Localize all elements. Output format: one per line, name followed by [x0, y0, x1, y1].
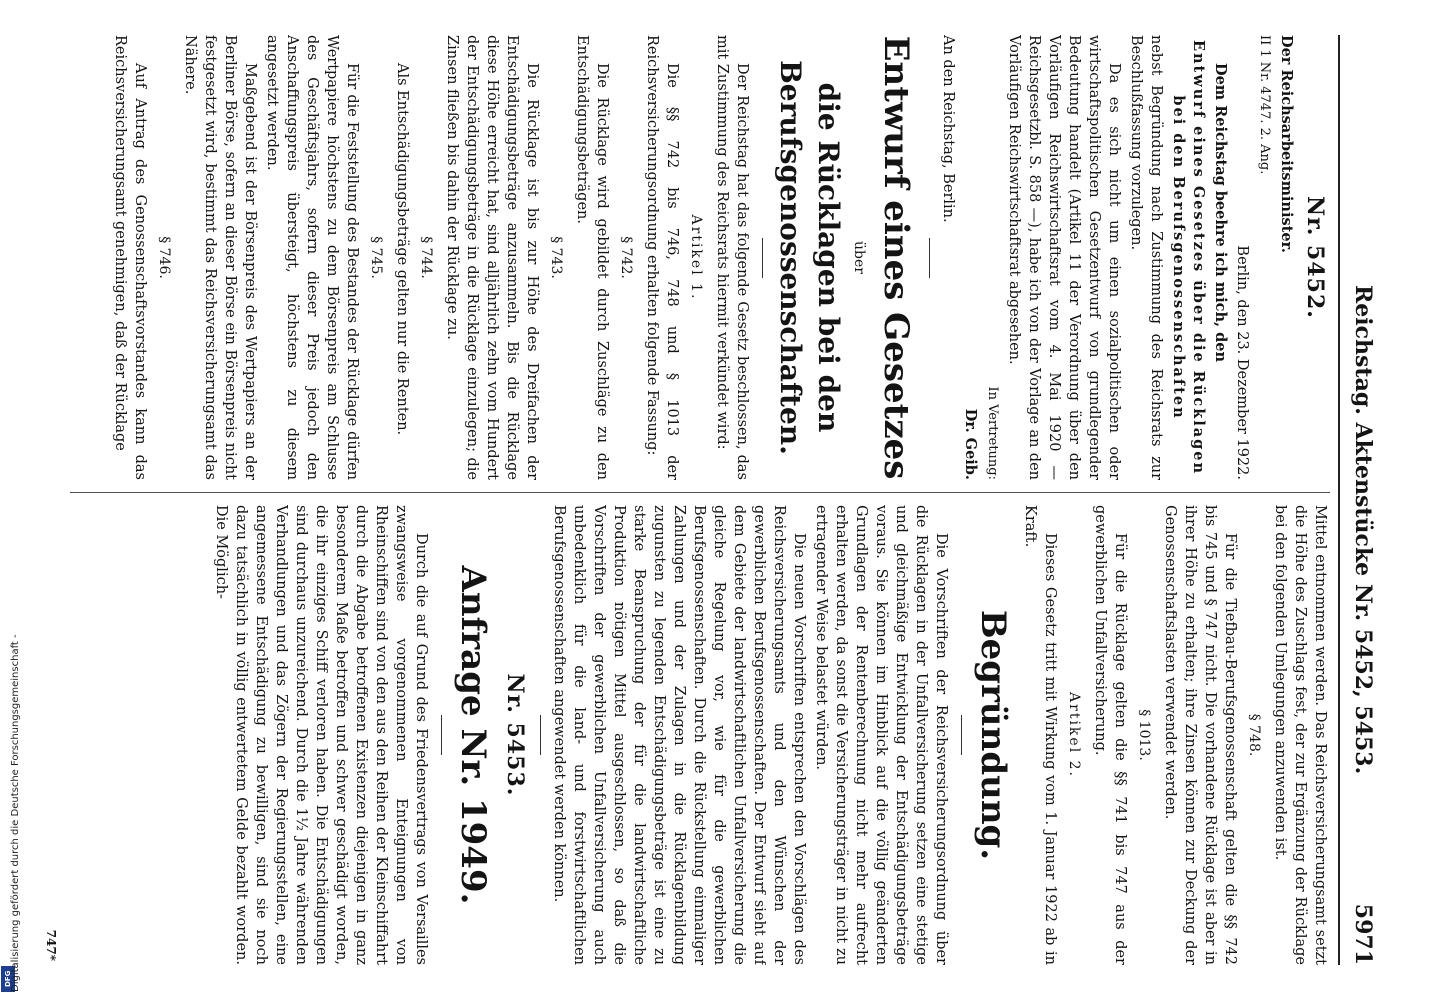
article-1-heading: Artikel 1. — [688, 214, 704, 301]
section-744-heading: § 744. — [418, 236, 434, 279]
page-header — [1338, 35, 1380, 965]
section-743-heading: § 743. — [548, 236, 564, 279]
reference-number: II 1 Nr. 4747. 2. Ang. — [1257, 35, 1272, 175]
place-date: Berlin, den 23. Dezember 1922. — [1234, 245, 1250, 480]
sheet-signature: 747* — [44, 929, 58, 961]
justification-paragraph-2: Die neuen Vorschriften entsprechen den Vorschlägen des Reichsversicherungsamts und den Wünschen der gewerblichen Berufsgenossenschaften. Der Entwurf sieht auf dem Gebiete der landwirtschaftlichen Unfallversicherung die gleiche Regelung vor, wie für die gewerblichen Berufsgenossenschaften. Durch die Rückstellung einmaliger Zahlungen und der Zulagen in die Rücklagenbildung zugunsten zu legenden Entschädigungsbeträge ist eine zu starke Beanspruchung der für die landwirtschaftliche Produktion nötigen Mittel ausgeschlossen, so daß die Vorschriften der gewerblichen Unfallversicherung auch unbedenklich für die land- und forstwirtschaftlichen Berufsgenossenschaften angewendet werden können. — [551, 505, 807, 965]
section-742-text: Die Rücklage wird gebildet durch Zuschläge zu den Entschädigungsbeträgen. — [574, 35, 610, 480]
separator-line — [441, 715, 442, 755]
justification-title: Begründung. — [973, 609, 1013, 861]
digitization-sidebar — [0, 0, 20, 1000]
after-title-text: nebst Begründung nach Zustimmung des Reichsrats zur Beschlußfassung vorzulegen. — [1128, 35, 1164, 480]
continued-text: Mittel entnommen werden. Das Reichsversicherungsamt setzt die Höhe des Zuschlags fest, der zur Ergänzung der Rücklage bei den folgenden Umlegungen anzuwenden ist. — [1272, 505, 1328, 965]
section-745-text-2: Maßgebend ist der Börsenpreis des Wertpapiers an der Berliner Börse, sofern an dieser Börse ein Börsenpreis nicht festgesetzt wird, bestimmt das Reichsversicherungsamt das Nähere. — [182, 35, 258, 480]
section-744-text: Als Entschädigungsbeträge gelten nur die Renten. — [394, 63, 410, 436]
page-number: 5971 — [1350, 903, 1376, 965]
section-746-heading: § 746. — [156, 236, 172, 279]
digitization-note: Digitalisierung gefördert durch die Deutsche Forschungsgemeinschaft - — [10, 634, 21, 992]
column-divider — [70, 492, 1330, 493]
header-title: Reichstag. Aktenstücke Nr. 5452, 5453. — [1350, 285, 1376, 775]
separator-line — [540, 715, 541, 755]
left-column — [60, 35, 1330, 480]
section-1013-text: Für die Rücklage gelten die §§ 741 bis 747 aus der gewerblichen Unfallversicherung. — [1092, 505, 1128, 965]
draft-title-ueber: über — [851, 241, 867, 274]
right-column — [60, 505, 1330, 965]
inquiry-text: Durch die auf Grund des Friedensvertrags von Versailles zwangsweise vorgenommenen Enteignungen von Rheinschiffen sind von den aus den Reihen der Kleinschiffahrt durch die Abgabe betroffenen Existenzen diejenigen in ganz besonderem Maße betroffen und schwer geschädigt worden, die ihr einziges Schiff verloren haben. Die Entschädigungen sind durchaus unzureichend. Durch die 1½ Jahre währenden Verhandlungen und das Zögern der Regierungsstellen, eine angemessene Entschädigung zu bewilligen, sind sie noch dazu tatsächlich in völlig entwertetem Gelde bezahlt worden. Die Möglich- — [213, 505, 429, 965]
article-2-text: Dieses Gesetz tritt mit Wirkung vom 1. Januar 1922 ab in Kraft. — [1022, 505, 1058, 965]
article-2-heading: Artikel 2. — [1066, 692, 1082, 778]
section-742-heading: § 742. — [618, 236, 634, 279]
inquiry-title: Anfrage Nr. 1949. — [453, 565, 493, 905]
separator-line — [929, 238, 930, 278]
intro-line: Dem Reichstag beehre ich mich, den — [1212, 63, 1229, 362]
section-745-heading: § 745. — [368, 236, 384, 279]
section-748-text: Für die Tiefbau-Berufsgenossenschaft gelten die §§ 742 bis 745 und § 747 nicht. Die vorhandene Rücklage ist aber in ihrer Höhe zu erhalten; ihre Zinsen können zur Deckung der Genossenschaftslasten verwendet werden. — [1162, 505, 1238, 965]
law-title: Entwurf eines Gesetzes über die Rücklagen bei den Berufsgenossenschaften — [1170, 39, 1207, 476]
addressee: An den Reichstag, Berlin. — [940, 35, 956, 223]
separator-line — [961, 715, 962, 755]
draft-subtitle: die Rücklagen bei den Berufsgenossenschaften. — [774, 60, 845, 455]
letter-body: Da es sich nicht um einen sozialpolitischen oder wirtschaftspolitischen Gesetzentwurf von grundlegender Bedeutung handelt (Artikel 11 der Verordnung über den Vorläufigen Reichswirtschaftsrat vom 4. Mai 1920 — Reichsgesetzbl. S. 858 —), habe ich von der Vorlage an den Vorläufigen Reichswirtschaftsrat abgesehen. — [1006, 35, 1122, 480]
representation-note: In Vertretung: — [985, 386, 1000, 480]
enactment-clause: Der Reichstag hat das folgende Gesetz beschlossen, das mit Zustimmung des Reichsrats hiermit verkündet wird: — [714, 35, 750, 480]
section-746-text: Auf Antrag des Genossenschaftsvorstandes kann das Reichsversicherungsamt genehmigen, daß der Rücklage — [112, 35, 148, 480]
document-number-2: Nr. 5453. — [502, 673, 528, 797]
article-1-text: Die §§ 742 bis 746, 748 und § 1013 der Reichsversicherungsordnung erhalten folgende Fassung: — [644, 35, 680, 480]
section-748-heading: § 748. — [1246, 713, 1262, 757]
document-page — [44, 35, 1380, 965]
section-745-text: Für die Feststellung des Bestandes der Rücklage dürfen Wertpapiere höchstens zu dem Börsenpreis am Schlusse des Geschäftsjahrs, sofern dieser Preis jedoch den Anschaffungspreis übersteigt, höchstens zu diesem angesetzt werden. — [264, 35, 360, 480]
document-number: Nr. 5452. — [1302, 196, 1328, 319]
dfg-logo: DFG — [1, 966, 15, 992]
section-743-text: Die Rücklage ist bis zur Höhe des Dreifachen der Entschädigungsbeträge anzusammeln. Bis die Rücklage diese Höhe erreicht hat, sind alljährlich zehn vom Hundert der Entschädigungsbeträge in die Rücklage einzulegen; die Zinsen fließen bis dahin der Rücklage zu. — [444, 35, 540, 480]
signer-name: Dr. Geib. — [962, 408, 979, 480]
section-1013-heading: § 1013. — [1136, 709, 1152, 761]
separator-line — [762, 238, 763, 278]
justification-paragraph-1: Die Vorschriften der Reichsversicherungsordnung über die Rücklagen in der Unfallversicherung setzen eine stetige und gleichmäßige Entwicklung der Entschädigungsbeträge voraus. Sie können im Hinblick auf die völlig geänderten Grundlagen der Rentenberechnung nicht mehr aufrecht erhalten werden, da sonst die Versicherungsträger in nicht zu ertragender Weise belastet würden. — [813, 505, 949, 965]
minister-heading: Der Reichsarbeitsminister. — [1278, 35, 1295, 253]
draft-title: Entwurf eines Gesetzes — [876, 35, 916, 480]
